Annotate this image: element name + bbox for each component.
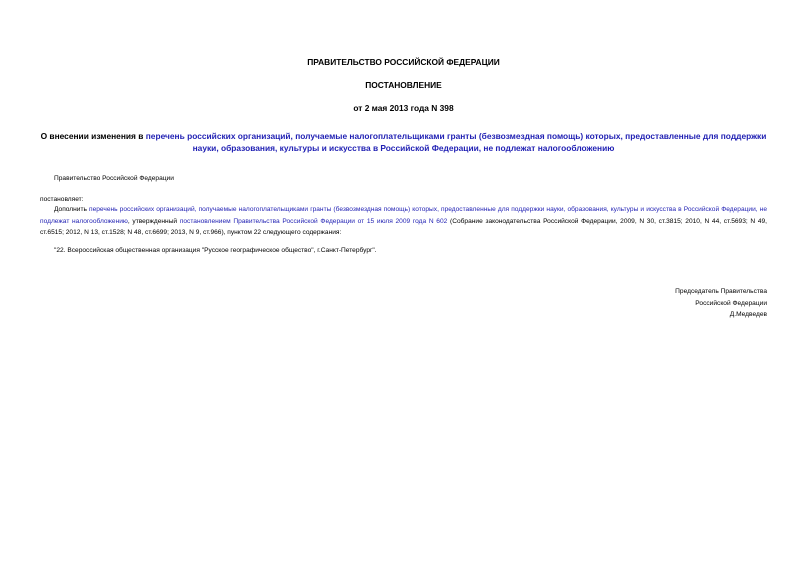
- signature-line-1: Председатель Правительства: [675, 288, 767, 295]
- signature-name: Д.Медведев: [729, 311, 767, 319]
- para-suffix: (Собрание законодательства Российской Федерации, 2009, N 30, ст.3815; 2010, N 44, ст.5693; N 49, ст.6515; 2012, N 13, ст.1528; N 48, ст.6699; 2013, N 9, ст.966), пунктом 22 следующего содержания:: [40, 217, 768, 237]
- item-22: "22. Всероссийская общественная организация "Русское географическое общество", г.Санкт-Петербург".: [54, 247, 377, 254]
- list-link[interactable]: перечень российских организаций, получаемые налогоплательщиками гранты (безвозмездная помощь) которых, предоставленные для поддержки науки, образования, культуры и искусства в Российской Федерации, не подлежат налогообложению: [40, 206, 767, 225]
- title-link[interactable]: перечень российских организаций, получаемые налогоплательщиками гранты (безвозмездная помощь) которых, предоставленные для поддержки науки, образования, культуры и искусства в Российской Федерации, не подлежат налогообложению: [145, 131, 767, 153]
- document-date-number: от 2 мая 2013 года N 398: [353, 103, 454, 113]
- resolution-link[interactable]: постановлением Правительства Российской Федерации от 15 июля 2009 года N 602: [179, 217, 448, 225]
- government-heading: ПРАВИТЕЛЬСТВО РОССИЙСКОЙ ФЕДЕРАЦИИ: [307, 57, 500, 67]
- title-prefix: О внесении изменения в: [40, 131, 146, 141]
- document-title: [40, 130, 767, 154]
- signature-block: [675, 286, 767, 321]
- decides-text: постановляет:: [40, 196, 84, 203]
- signature-line-2: Российской Федерации: [695, 299, 767, 307]
- para-prefix: Дополнить: [54, 206, 90, 213]
- main-paragraph: [40, 204, 767, 239]
- para-mid: , утвержденный: [127, 217, 180, 225]
- document-type: ПОСТАНОВЛЕНИЕ: [365, 80, 442, 90]
- issuer-text: Правительство Российской Федерации: [54, 175, 174, 182]
